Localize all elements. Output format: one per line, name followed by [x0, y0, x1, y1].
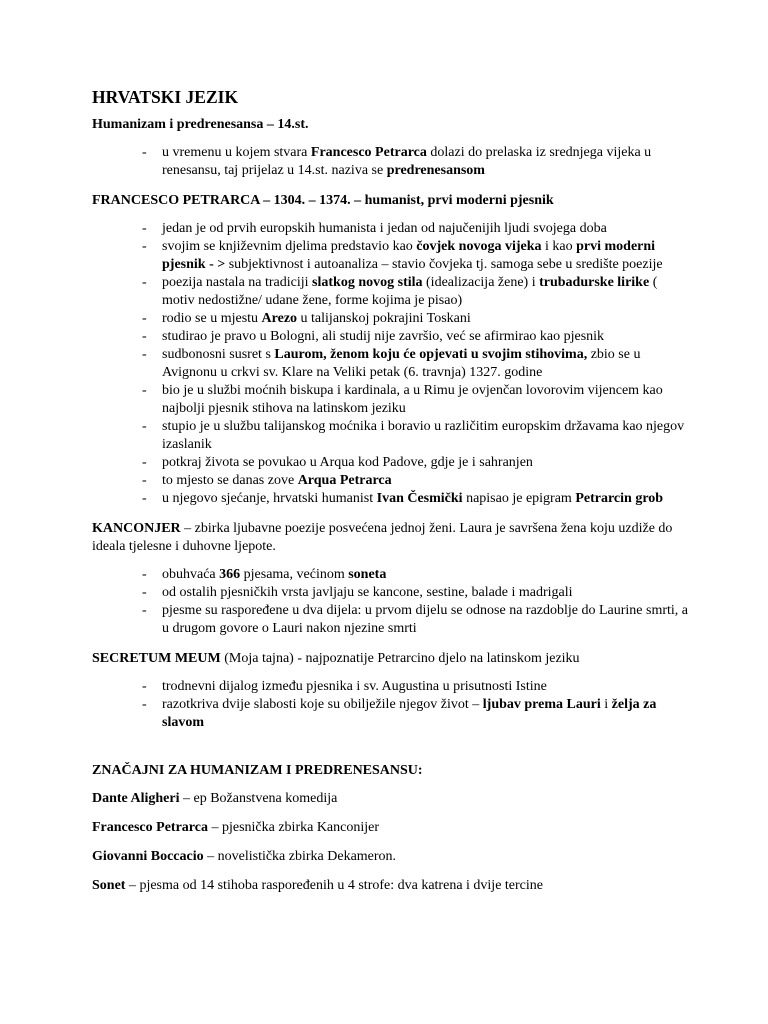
bold-text: trubadurske lirike — [539, 275, 650, 290]
list-item — [92, 584, 692, 602]
text-run: – zbirka ljubavne poezije posvećena jednoj ženi. Laura je savršena žena koju uzdiže do ideala tjelesne i duhovne ljepote. — [92, 521, 673, 554]
definitions-list — [92, 790, 692, 895]
text-run: u vremenu u kojem stvara — [162, 145, 311, 160]
list-item — [92, 602, 692, 638]
definition-entry — [92, 790, 692, 808]
bullet-list-petrarca — [92, 220, 692, 508]
text-run: – pjesnička zbirka Kanconijer — [207, 820, 380, 835]
text-run: i kao — [541, 239, 577, 254]
section-heading-znacajni — [92, 762, 692, 780]
text-run: u njegovo sjećanje, hrvatski humanist — [162, 491, 377, 506]
text-run: (idealizacija žene) i — [422, 275, 540, 290]
text-run: to mjesto se danas zove — [162, 473, 298, 488]
heading-text: Humanizam i predrenesansa – 14.st. — [92, 117, 309, 132]
bold-text: Francesco Petrarca — [310, 145, 427, 160]
list-item — [92, 454, 692, 472]
list-item — [92, 310, 692, 328]
text-run: – ep Božanstvena komedija — [179, 791, 338, 806]
bold-text: prvi moderni pjesnik - > — [162, 239, 656, 272]
document-page — [92, 86, 692, 906]
definition-entry — [92, 819, 692, 837]
list-item — [92, 238, 692, 274]
bold-text: Arezo — [261, 311, 298, 326]
text-run: – pjesma od 14 stihoba raspoređenih u 4 strofe: dva katrena i dvije tercine — [125, 878, 543, 893]
bold-text: želja za slavom — [162, 697, 657, 730]
secretum-intro — [92, 650, 692, 668]
bold-text: slatkog novog stila — [312, 275, 423, 290]
list-item — [92, 696, 692, 732]
text-run: potkraj života se povukao u Arqua kod Padove, gdje je i sahranjen — [162, 455, 533, 470]
bold-text: Sonet — [92, 878, 126, 893]
text-run: svojim se književnim djelima predstavio kao — [162, 239, 417, 254]
text-run: razotkriva dvije slabosti koje su obilježile njegov život – — [162, 697, 483, 712]
bold-text: čovjek novoga vijeka — [416, 239, 542, 254]
text-run: sudbonosni susret s — [162, 347, 275, 362]
bold-text: Giovanni Boccacio — [92, 849, 204, 864]
bold-text: SECRETUM MEUM — [92, 651, 221, 666]
text-run: dolazi do prelaska iz srednjega vijeka u renesansu, taj prijelaz u 14.st. naziva se — [162, 145, 652, 178]
text-run: poezija nastala na tradiciji — [162, 275, 313, 290]
text-run: rodio se u mjestu — [162, 311, 262, 326]
bold-text: Laurom, ženom koju će opjevati u svojim stihovima, — [274, 347, 588, 362]
bold-text: Francesco Petrarca — [92, 820, 208, 835]
text-run: ( motiv nedostižne/ udane žene, forme kojima je pisao) — [162, 275, 658, 308]
bold-text: soneta — [348, 567, 387, 582]
heading-text: FRANCESCO PETRARCA – 1304. – 1374. – humanist, prvi moderni pjesnik — [92, 193, 554, 208]
text-run: jedan je od prvih europskih humanista i jedan od najučenijih ljudi svojega doba — [162, 221, 607, 236]
text-run: i — [600, 697, 612, 712]
heading-text: ZNAČAJNI ZA HUMANIZAM I PREDRENESANSU: — [92, 763, 423, 778]
spacer — [92, 744, 692, 762]
text-run: bio je u službi moćnih biskupa i kardinala, a u Rimu je ovjenčan lovorovim vijencem kao najbolji pjesnik stihova na latinskom jeziku — [162, 383, 663, 416]
list-item — [92, 490, 692, 508]
list-item — [92, 678, 692, 696]
bold-text: Ivan Česmički — [376, 491, 463, 506]
section-heading-humanizam — [92, 116, 692, 134]
text-run: napisao je epigram — [462, 491, 576, 506]
text-run: subjektivnost i autoanaliza – stavio čovjeka tj. samoga sebe u središte poezije — [225, 257, 663, 272]
list-item — [92, 144, 692, 180]
list-item — [92, 328, 692, 346]
kanconjer-intro — [92, 520, 692, 556]
text-run: (Moja tajna) - najpoznatije Petrarcino djelo na latinskom jeziku — [220, 651, 580, 666]
section-heading-petrarca — [92, 192, 692, 210]
list-item — [92, 418, 692, 454]
bold-text: ljubav prema Lauri — [482, 697, 601, 712]
list-item — [92, 220, 692, 238]
text-run: obuhvaća — [162, 567, 220, 582]
bold-text: Petrarcin grob — [575, 491, 664, 506]
definition-entry — [92, 877, 692, 895]
list-item — [92, 274, 692, 310]
document-title: HRVATSKI JEZIK — [92, 87, 239, 107]
text-run: od ostalih pjesničkih vrsta javljaju se kancone, sestine, balade i madrigali — [162, 585, 573, 600]
text-run: trodnevni dijalog između pjesnika i sv. Augustina u prisutnosti Istine — [162, 679, 547, 694]
definition-entry — [92, 848, 692, 866]
bold-text: predrenesansom — [386, 163, 485, 178]
text-run: pjesama, većinom — [240, 567, 349, 582]
text-run: – novelistička zbirka Dekameron. — [203, 849, 397, 864]
bold-text: 366 — [219, 567, 241, 582]
bold-text: KANCONJER — [92, 521, 181, 536]
list-item — [92, 346, 692, 382]
list-item — [92, 382, 692, 418]
list-item — [92, 566, 692, 584]
bullet-list-humanizam — [92, 144, 692, 180]
list-item — [92, 472, 692, 490]
bold-text: Dante Aligheri — [92, 791, 180, 806]
bullet-list-secretum — [92, 678, 692, 732]
text-run: pjesme su raspoređene u dva dijela: u prvom dijelu se odnose na razdoblje do Laurine smrti, a u drugom govore o Lauri nakon njezine smrti — [162, 603, 689, 636]
bullet-list-kanconjer — [92, 566, 692, 638]
text-run: stupio je u službu talijanskog moćnika i boravio u različitim europskim državama kao njegov izaslanik — [162, 419, 685, 452]
text-run: zbio se u Avignonu u crkvi sv. Klare na Veliki petak (6. travnja) 1327. godine — [162, 347, 641, 380]
text-run: studirao je pravo u Bologni, ali studij nije završio, već se afirmirao kao pjesnik — [162, 329, 605, 344]
text-run: u talijanskoj pokrajini Toskani — [297, 311, 471, 326]
bold-text: Arqua Petrarca — [297, 473, 392, 488]
